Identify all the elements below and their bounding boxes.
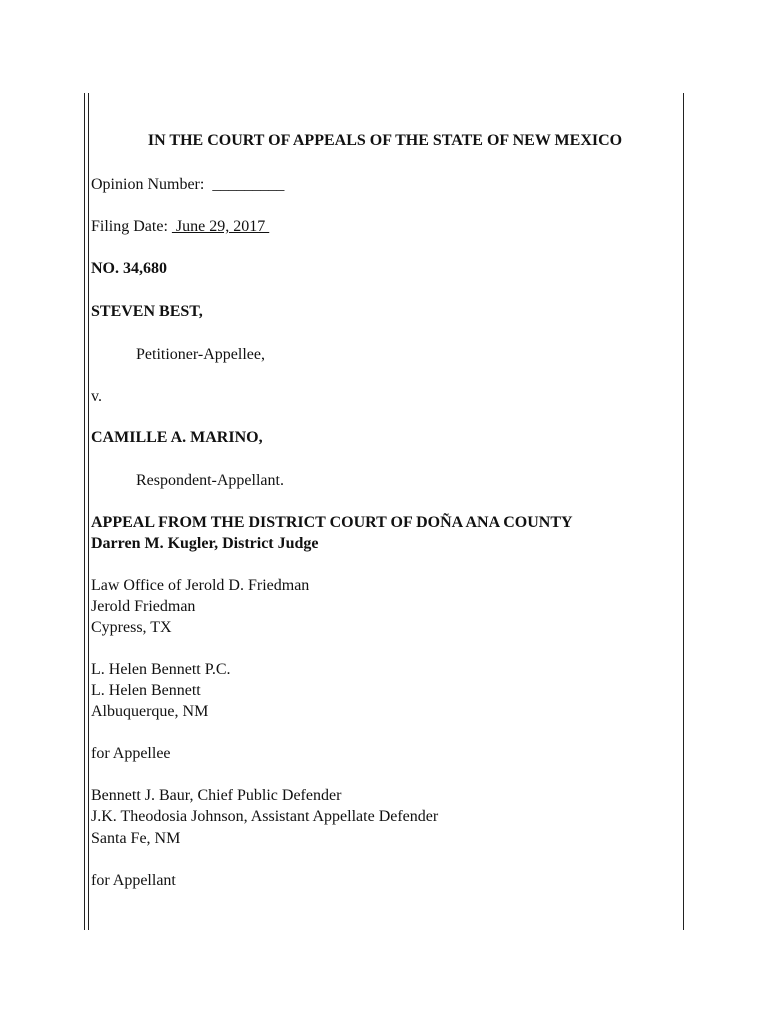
versus: v. xyxy=(91,388,102,405)
appellee-counsel-1-attorney: Jerold Friedman xyxy=(91,598,196,615)
left-margin-rule xyxy=(84,93,85,930)
appellant-counsel-line-2: J.K. Theodosia Johnson, Assistant Appellate Defender xyxy=(91,808,439,825)
appeal-judge-line: Darren M. Kugler, District Judge xyxy=(91,535,319,552)
opinion-number-line xyxy=(91,175,284,195)
opinion-number-label: Opinion Number: xyxy=(91,176,205,193)
left-margin-rule-inner xyxy=(88,93,89,930)
case-number: NO. 34,680 xyxy=(91,260,167,277)
filing-date-label: Filing Date: xyxy=(91,218,168,235)
filing-date-value: June 29, 2017 xyxy=(171,218,270,235)
respondent-name: CAMILLE A. MARINO, xyxy=(91,429,263,446)
appellee-counsel-2-attorney: L. Helen Bennett xyxy=(91,682,201,699)
for-appellee: for Appellee xyxy=(91,745,171,762)
appellant-counsel-line-1: Bennett J. Baur, Chief Public Defender xyxy=(91,787,342,804)
respondent-role: Respondent-Appellant. xyxy=(136,472,284,489)
for-appellant: for Appellant xyxy=(91,872,176,889)
petitioner-name: STEVEN BEST, xyxy=(91,303,203,320)
appellee-counsel-2-location: Albuquerque, NM xyxy=(91,703,209,720)
petitioner-role: Petitioner-Appellee, xyxy=(136,346,265,363)
appeal-court-line: APPEAL FROM THE DISTRICT COURT OF DOÑA ANA COUNTY xyxy=(91,514,573,531)
appellee-counsel-2-firm: L. Helen Bennett P.C. xyxy=(91,661,231,678)
appellee-counsel-1-location: Cypress, TX xyxy=(91,619,172,636)
court-heading: IN THE COURT OF APPEALS OF THE STATE OF NEW MEXICO xyxy=(147,132,623,149)
appellant-counsel-location: Santa Fe, NM xyxy=(91,830,181,847)
appellee-counsel-1-firm: Law Office of Jerold D. Friedman xyxy=(91,577,310,594)
opinion-number-value: _________ xyxy=(212,176,285,193)
right-margin-rule xyxy=(683,93,684,930)
filing-date-line xyxy=(91,217,269,237)
